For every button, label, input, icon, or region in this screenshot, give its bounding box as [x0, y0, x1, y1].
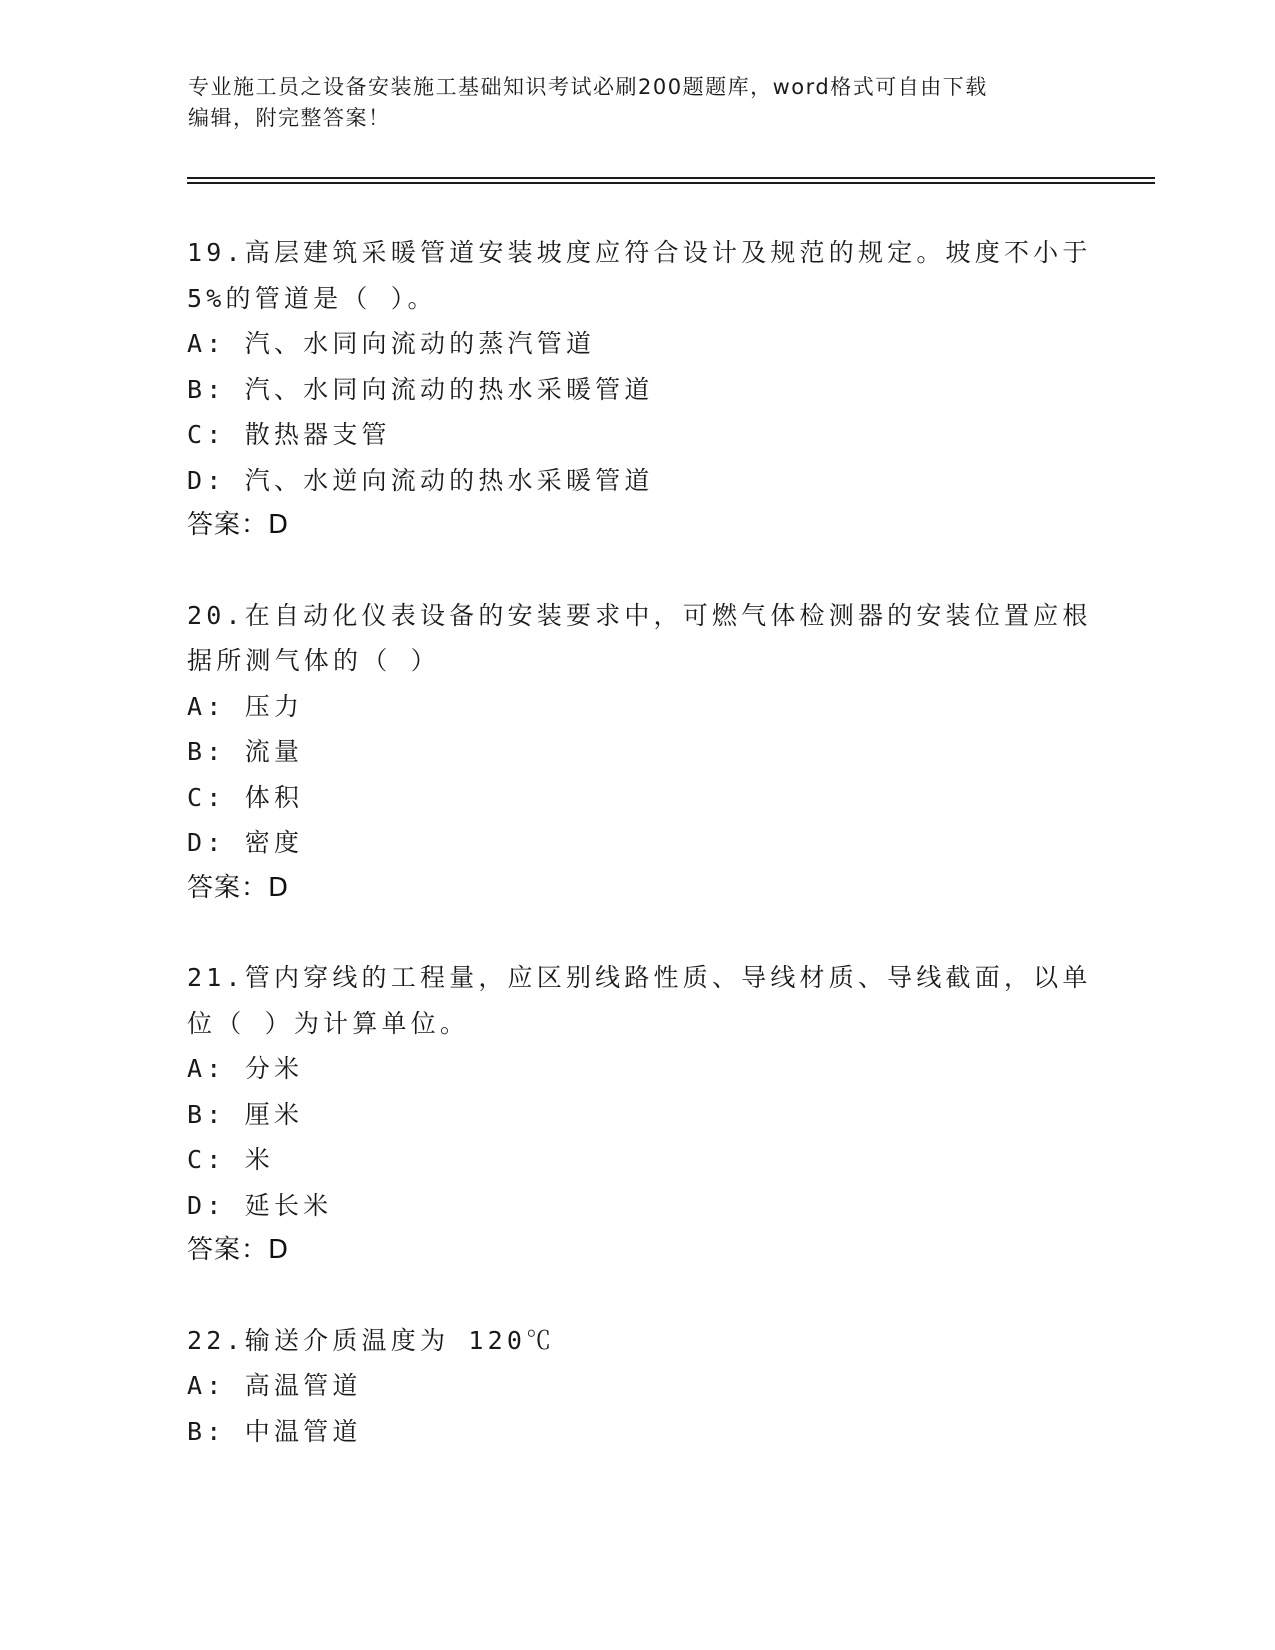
header-rule-bottom [187, 182, 1155, 184]
question-21 [187, 955, 1092, 1274]
question-stem-continued: 据所测气体的（ ） [187, 646, 440, 675]
answer: 答案：D [187, 510, 290, 540]
option-b: B: 流量 [187, 737, 304, 766]
question-stem: 20.在自动化仪表设备的安装要求中，可燃气体检测器的安装位置应根 [187, 600, 1092, 630]
option-a: A: 汽、水同向流动的蒸汽管道 [187, 329, 596, 358]
option-a: A: 分米 [187, 1054, 304, 1083]
option-b: B: 中温管道 [187, 1416, 362, 1446]
answer: 答案：D [187, 872, 290, 903]
option-c: C: 米 [187, 1145, 274, 1174]
option-c: C: 散热器支管 [187, 420, 391, 449]
option-a: A: 高温管道 [187, 1371, 362, 1400]
question-stem: 21.管内穿线的工程量，应区别线路性质、导线材质、导线截面，以单 [187, 963, 1092, 992]
option-d: D: 密度 [187, 828, 304, 857]
header-line-2: 编辑，附完整答案！ [188, 106, 391, 130]
option-d: D: 延长米 [187, 1190, 333, 1220]
option-a: A: 压力 [187, 691, 304, 721]
option-c: C: 体积 [187, 782, 304, 812]
question-19 [187, 230, 1092, 549]
question-stem-continued: 5%的管道是（ ）。 [187, 283, 437, 313]
header-rule-top [187, 177, 1155, 179]
option-b: B: 汽、水同向流动的热水采暖管道 [187, 374, 654, 404]
question-stem: 19.高层建筑采暖管道安装坡度应符合设计及规范的规定。坡度不小于 [187, 238, 1092, 267]
question-list [187, 230, 1092, 1498]
question-stem-continued: 位（ ）为计算单位。 [187, 1008, 470, 1038]
question-20 [187, 593, 1092, 912]
option-d: D: 汽、水逆向流动的热水采暖管道 [187, 465, 654, 495]
question-22 [187, 1318, 1087, 1455]
header-line-1: 专业施工员之设备安装施工基础知识考试必刷200题题库，word格式可自由下载 [188, 75, 988, 99]
question-stem: 22.输送介质温度为 120℃ [187, 1325, 556, 1355]
answer: 答案：D [187, 1235, 290, 1265]
page-header [188, 72, 1088, 134]
option-b: B: 厘米 [187, 1099, 304, 1129]
